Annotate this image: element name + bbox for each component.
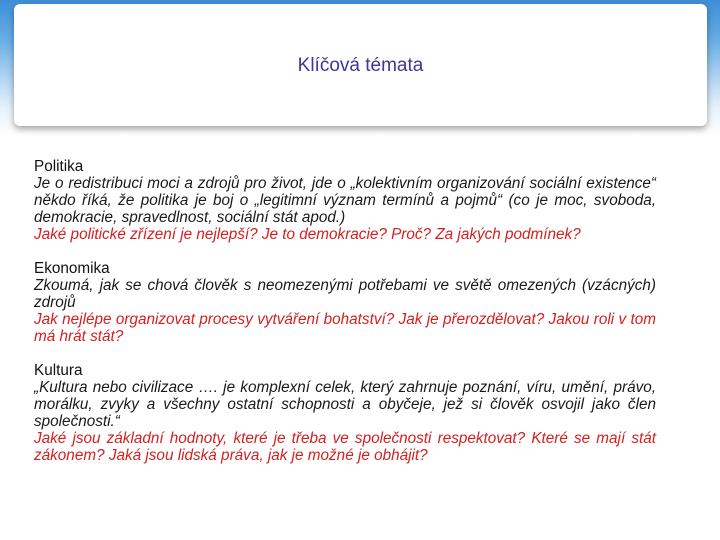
- section-description: „Kultura nebo civilizace …. je komplexní celek, který zahrnuje poznání, víru, umění, právo, morálku, zvyky a všechny ostatní schopnosti a obyčeje, jež si člověk osvojil jako člen společnosti.“: [34, 379, 656, 430]
- section-kultura: [34, 362, 656, 464]
- title-panel: [14, 4, 707, 126]
- section-heading: Ekonomika: [34, 260, 110, 277]
- section-question: Jaké jsou základní hodnoty, které je třeba ve společnosti respektovat? Které se mají stát zákonem? Jaká jsou lidská práva, jak je možné je obhájit?: [34, 430, 656, 464]
- content-area: [34, 158, 656, 481]
- header-band: [0, 0, 720, 136]
- section-question: Jak nejlépe organizovat procesy vytváření bohatství? Jak je přerozdělovat? Jakou roli v tom má hrát stát?: [34, 311, 656, 345]
- section-question: Jaké politické zřízení je nejlepší? Je to demokracie? Proč? Za jakých podmínek?: [34, 226, 581, 243]
- section-heading: Kultura: [34, 362, 83, 379]
- slide-title: Klíčová témata: [297, 55, 424, 76]
- section-ekonomika: [34, 260, 656, 345]
- section-description: Je o redistribuci moci a zdrojů pro život, jde o „kolektivním organizování sociální existence“ někdo říká, že politika je boj o „legitimní význam termínů a pojmů“ (co je moc, svoboda, demokracie, spravedlnost, sociální stát apod.): [34, 175, 656, 226]
- section-heading: Politika: [34, 158, 84, 175]
- section-description: Zkoumá, jak se chová člověk s neomezenými potřebami ve světě omezených (vzácných) zdrojů: [34, 277, 656, 311]
- section-politika: [34, 158, 656, 243]
